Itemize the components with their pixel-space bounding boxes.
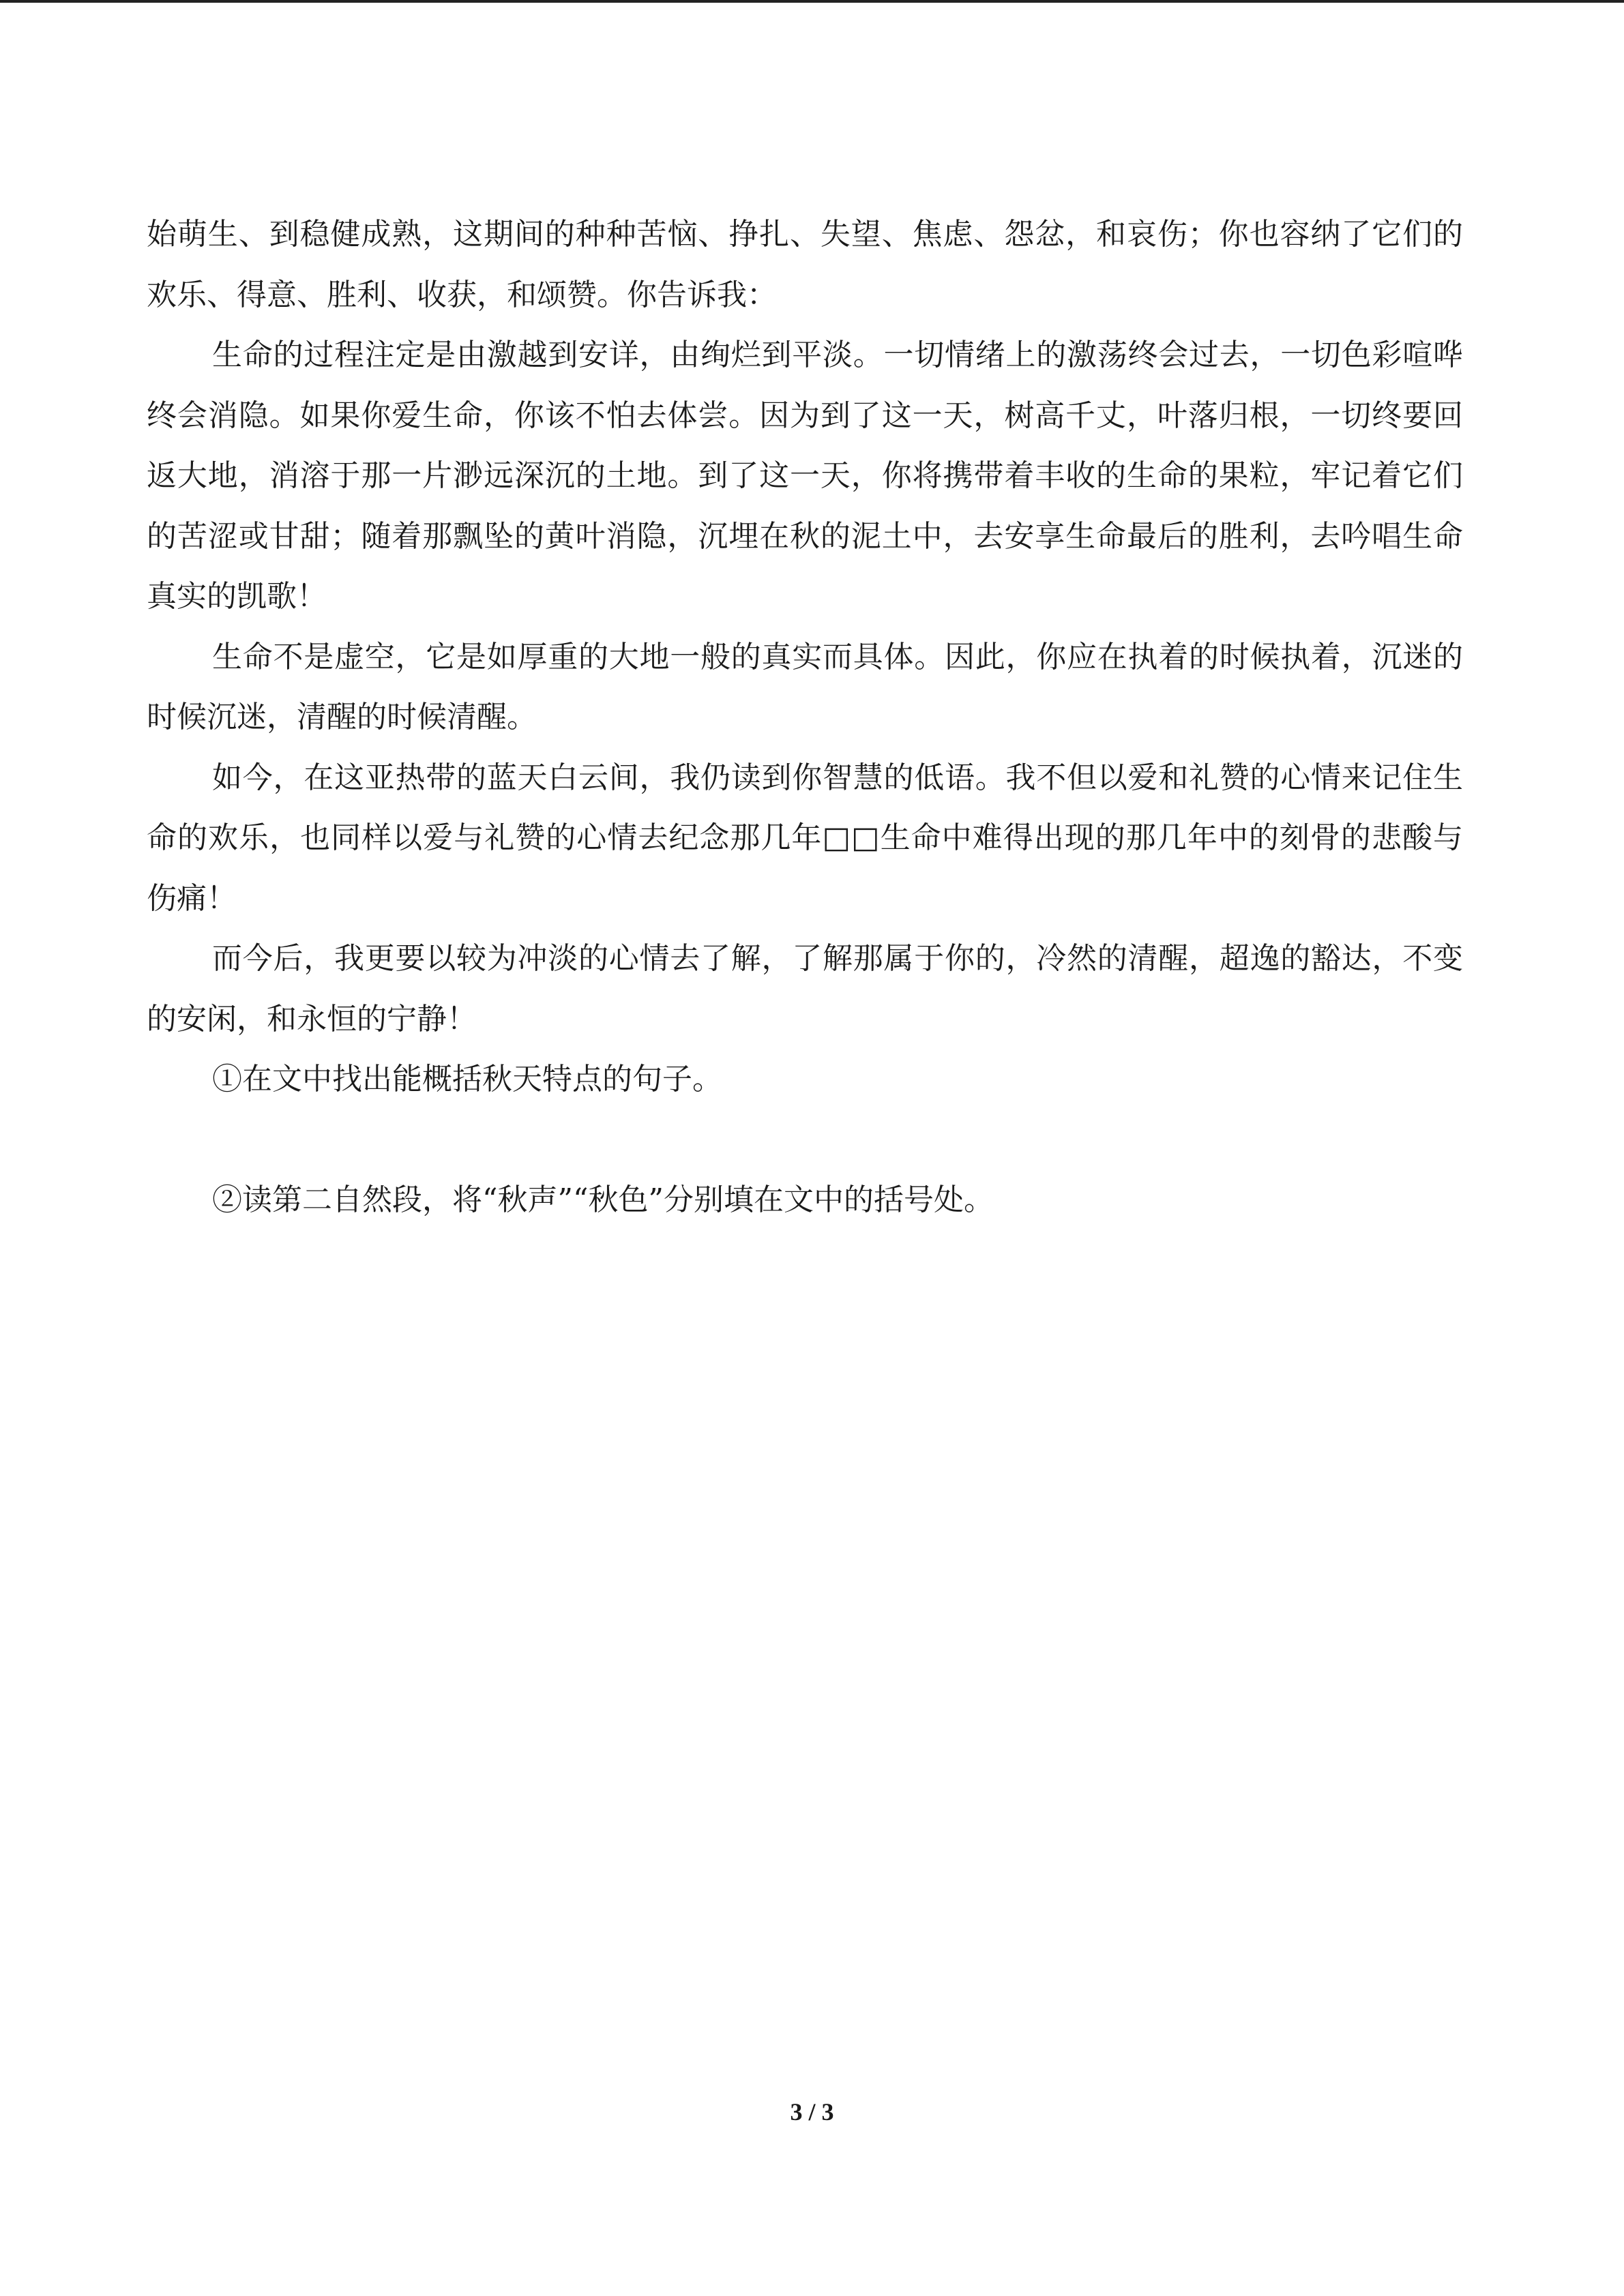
page-number: 3 / 3 xyxy=(790,2098,834,2126)
question-1: ①在文中找出能概括秋天特点的句子。 xyxy=(212,1062,722,1097)
top-border-line xyxy=(0,0,1624,3)
paragraph-subtropics: 如今，在这亚热带的蓝天白云间，我仍读到你智慧的低语。我不但以爱和礼赞的心情来记住生命的欢乐，也同样以爱与礼赞的心情去纪念那几年□□生命中难得出现的那几年中的刻骨的悲酸与伤痛！ xyxy=(147,760,1463,916)
paragraph-henceforth: 而今后，我更要以较为冲淡的心情去了解，了解那属于你的，冷然的清醒，超逸的豁达，不变的安闲，和永恒的宁静！ xyxy=(147,941,1463,1037)
paragraph-life-not-void: 生命不是虚空，它是如厚重的大地一般的真实而具体。因此，你应在执着的时候执着，沉迷的时候沉迷，清醒的时候清醒。 xyxy=(147,639,1463,734)
question-2: ②读第二自然段，将“秋声”“秋色”分别填在文中的括号处。 xyxy=(212,1182,994,1217)
paragraph-continuation: 始萌生、到稳健成熟，这期间的种种苦恼、挣扎、失望、焦虑、怨忿，和哀伤；你也容纳了它们的欢乐、得意、胜利、收获，和颂赞。你告诉我： xyxy=(147,217,1463,312)
paragraph-life-process: 生命的过程注定是由激越到安详，由绚烂到平淡。一切情绪上的激荡终会过去，一切色彩喧哗终会消隐。如果你爱生命，你该不怕去体尝。因为到了这一天，树高千丈，叶落归根，一切终要回返大地，消溶于那一片渺远深沉的土地。到了这一天，你将携带着丰收的生命的果粒，牢记着它们的苦涩或甘甜；随着那飘坠的黄叶消隐，沉埋在秋的泥土中，去安享生命最后的胜利，去吟唱生命真实的凯歌！ xyxy=(147,338,1463,614)
document-body xyxy=(147,205,1463,1230)
